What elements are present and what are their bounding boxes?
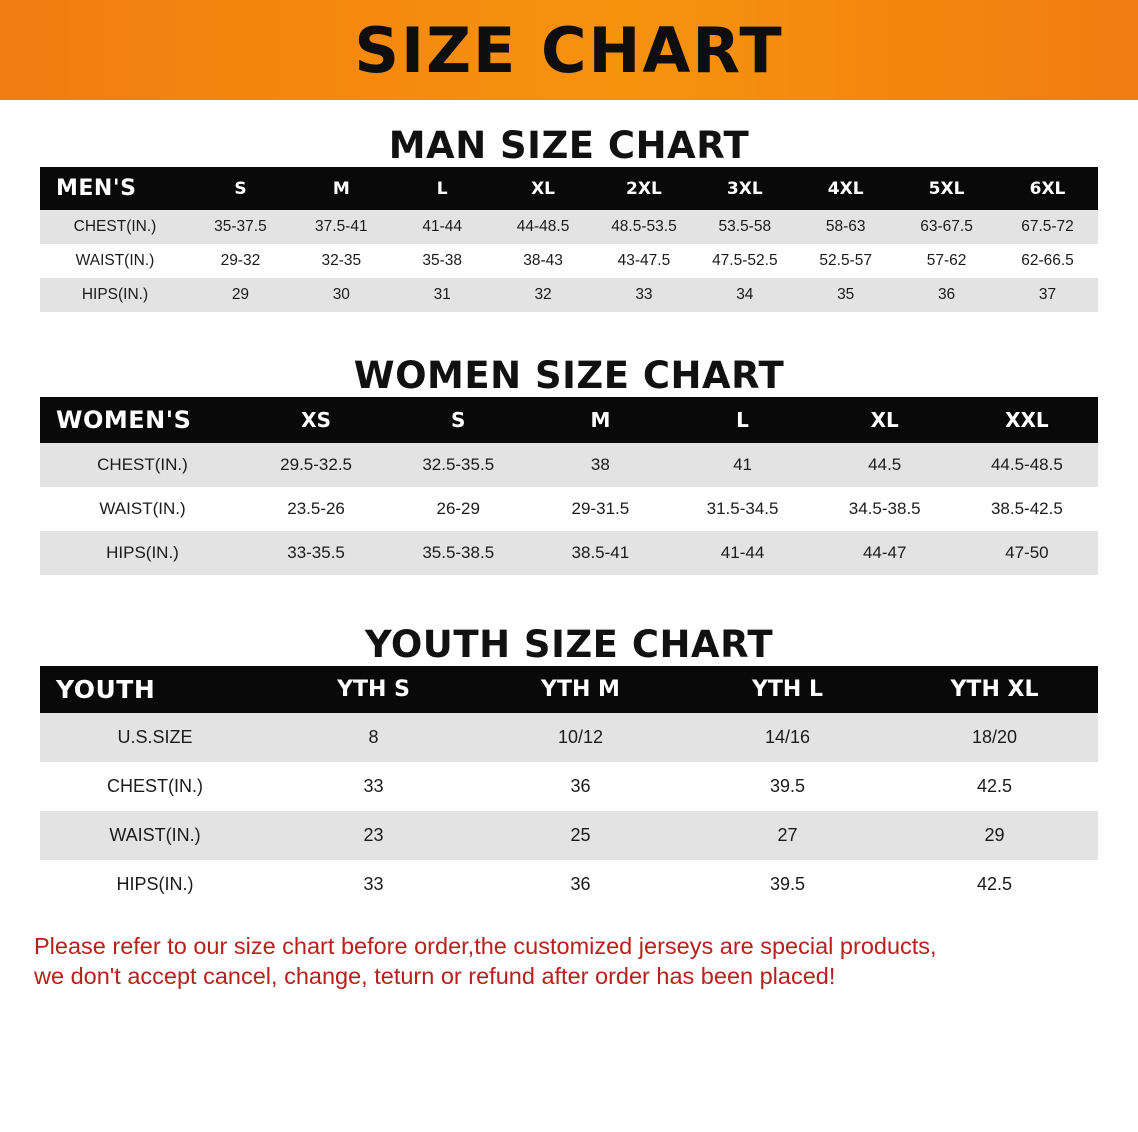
table-header-row — [40, 666, 1098, 713]
youth-waist-xl: 29 — [891, 811, 1098, 860]
youth-row-label-waist: WAIST(IN.) — [40, 811, 270, 860]
youth-hips-m: 36 — [477, 860, 684, 909]
youth-ussize-s: 8 — [270, 713, 477, 762]
youth-ussize-l: 14/16 — [684, 713, 891, 762]
man-chest-s: 35-37.5 — [190, 210, 291, 244]
man-size-table — [40, 167, 1098, 312]
women-chest-m: 38 — [529, 443, 671, 487]
table-header-row — [40, 397, 1098, 443]
youth-col-header-1: YTH S — [270, 666, 477, 713]
policy-note-line-1: Please refer to our size chart before order,the customized jerseys are special products, — [34, 933, 937, 959]
man-col-header-7: 4XL — [795, 167, 896, 210]
youth-col-header-2: YTH M — [477, 666, 684, 713]
youth-table-wrap — [0, 666, 1138, 909]
women-size-table — [40, 397, 1098, 575]
man-waist-5xl: 57-62 — [896, 244, 997, 278]
women-col-header-2: S — [387, 397, 529, 443]
youth-row-label-hips: HIPS(IN.) — [40, 860, 270, 909]
women-waist-l: 31.5-34.5 — [671, 487, 813, 531]
man-chest-xl: 44-48.5 — [493, 210, 594, 244]
man-hips-4xl: 35 — [795, 278, 896, 312]
women-table-body — [40, 443, 1098, 575]
man-row-label-waist: WAIST(IN.) — [40, 244, 190, 278]
man-waist-s: 29-32 — [190, 244, 291, 278]
man-hips-s: 29 — [190, 278, 291, 312]
man-hips-3xl: 34 — [694, 278, 795, 312]
youth-chest-xl: 42.5 — [891, 762, 1098, 811]
man-col-header-0: MEN'S — [40, 167, 190, 210]
table-row — [40, 278, 1098, 312]
table-row — [40, 762, 1098, 811]
women-hips-xl: 44-47 — [814, 531, 956, 575]
youth-row-label-ussize: U.S.SIZE — [40, 713, 270, 762]
man-chest-4xl: 58-63 — [795, 210, 896, 244]
man-chest-3xl: 53.5-58 — [694, 210, 795, 244]
man-table-body — [40, 210, 1098, 312]
man-waist-l: 35-38 — [392, 244, 493, 278]
man-waist-2xl: 43-47.5 — [594, 244, 695, 278]
table-row — [40, 487, 1098, 531]
man-col-header-9: 6XL — [997, 167, 1098, 210]
man-hips-2xl: 33 — [594, 278, 695, 312]
man-col-header-8: 5XL — [896, 167, 997, 210]
man-row-label-hips: HIPS(IN.) — [40, 278, 190, 312]
women-chest-xl: 44.5 — [814, 443, 956, 487]
policy-note-line-2: we don't accept cancel, change, teturn or refund after order has been placed! — [34, 963, 836, 990]
table-row — [40, 713, 1098, 762]
youth-hips-l: 39.5 — [684, 860, 891, 909]
man-table-wrap — [0, 167, 1138, 312]
women-table-wrap — [0, 397, 1138, 575]
man-hips-5xl: 36 — [896, 278, 997, 312]
man-hips-m: 30 — [291, 278, 392, 312]
women-chest-l: 41 — [671, 443, 813, 487]
women-col-header-1: XS — [245, 397, 387, 443]
man-hips-6xl: 37 — [997, 278, 1098, 312]
youth-ussize-xl: 18/20 — [891, 713, 1098, 762]
women-col-header-4: L — [671, 397, 813, 443]
table-row — [40, 860, 1098, 909]
women-section-title: WOMEN SIZE CHART — [353, 354, 785, 397]
women-hips-xxl: 47-50 — [956, 531, 1098, 575]
women-chest-xs: 29.5-32.5 — [245, 443, 387, 487]
man-waist-m: 32-35 — [291, 244, 392, 278]
youth-table-head — [40, 666, 1098, 713]
man-hips-l: 31 — [392, 278, 493, 312]
table-row — [40, 811, 1098, 860]
man-chest-6xl: 67.5-72 — [997, 210, 1098, 244]
women-waist-s: 26-29 — [387, 487, 529, 531]
women-col-header-6: XXL — [956, 397, 1098, 443]
man-chest-5xl: 63-67.5 — [896, 210, 997, 244]
youth-row-label-chest: CHEST(IN.) — [40, 762, 270, 811]
table-row — [40, 210, 1098, 244]
youth-ussize-m: 10/12 — [477, 713, 684, 762]
women-row-label-hips: HIPS(IN.) — [40, 531, 245, 575]
man-waist-4xl: 52.5-57 — [795, 244, 896, 278]
women-hips-xs: 33-35.5 — [245, 531, 387, 575]
youth-waist-l: 27 — [684, 811, 891, 860]
man-col-header-6: 3XL — [694, 167, 795, 210]
man-section-title: MAN SIZE CHART — [388, 124, 750, 167]
women-chest-s: 32.5-35.5 — [387, 443, 529, 487]
women-row-label-waist: WAIST(IN.) — [40, 487, 245, 531]
man-chest-l: 41-44 — [392, 210, 493, 244]
table-row — [40, 443, 1098, 487]
youth-table-body — [40, 713, 1098, 909]
youth-chest-l: 39.5 — [684, 762, 891, 811]
man-col-header-2: M — [291, 167, 392, 210]
youth-col-header-0: YOUTH — [40, 666, 270, 713]
women-col-header-0: WOMEN'S — [40, 397, 245, 443]
youth-hips-xl: 42.5 — [891, 860, 1098, 909]
man-hips-xl: 32 — [493, 278, 594, 312]
youth-col-header-4: YTH XL — [891, 666, 1098, 713]
women-waist-xs: 23.5-26 — [245, 487, 387, 531]
youth-section-title: YOUTH SIZE CHART — [364, 623, 774, 666]
man-col-header-5: 2XL — [594, 167, 695, 210]
youth-col-header-3: YTH L — [684, 666, 891, 713]
women-hips-m: 38.5-41 — [529, 531, 671, 575]
women-hips-l: 41-44 — [671, 531, 813, 575]
women-hips-s: 35.5-38.5 — [387, 531, 529, 575]
man-row-label-chest: CHEST(IN.) — [40, 210, 190, 244]
youth-chest-s: 33 — [270, 762, 477, 811]
policy-note — [34, 931, 1104, 991]
table-row — [40, 244, 1098, 278]
women-table-head — [40, 397, 1098, 443]
women-waist-m: 29-31.5 — [529, 487, 671, 531]
youth-waist-s: 23 — [270, 811, 477, 860]
youth-size-table — [40, 666, 1098, 909]
page-title: SIZE CHART — [354, 14, 784, 87]
youth-waist-m: 25 — [477, 811, 684, 860]
women-col-header-5: XL — [814, 397, 956, 443]
man-chest-m: 37.5-41 — [291, 210, 392, 244]
women-col-header-3: M — [529, 397, 671, 443]
table-row — [40, 531, 1098, 575]
youth-chest-m: 36 — [477, 762, 684, 811]
man-chest-2xl: 48.5-53.5 — [594, 210, 695, 244]
man-col-header-3: L — [392, 167, 493, 210]
women-waist-xxl: 38.5-42.5 — [956, 487, 1098, 531]
women-chest-xxl: 44.5-48.5 — [956, 443, 1098, 487]
youth-hips-s: 33 — [270, 860, 477, 909]
man-col-header-1: S — [190, 167, 291, 210]
man-waist-xl: 38-43 — [493, 244, 594, 278]
man-waist-3xl: 47.5-52.5 — [694, 244, 795, 278]
page-banner — [0, 0, 1138, 100]
man-waist-6xl: 62-66.5 — [997, 244, 1098, 278]
women-row-label-chest: CHEST(IN.) — [40, 443, 245, 487]
man-table-head — [40, 167, 1098, 210]
women-waist-xl: 34.5-38.5 — [814, 487, 956, 531]
table-header-row — [40, 167, 1098, 210]
man-col-header-4: XL — [493, 167, 594, 210]
